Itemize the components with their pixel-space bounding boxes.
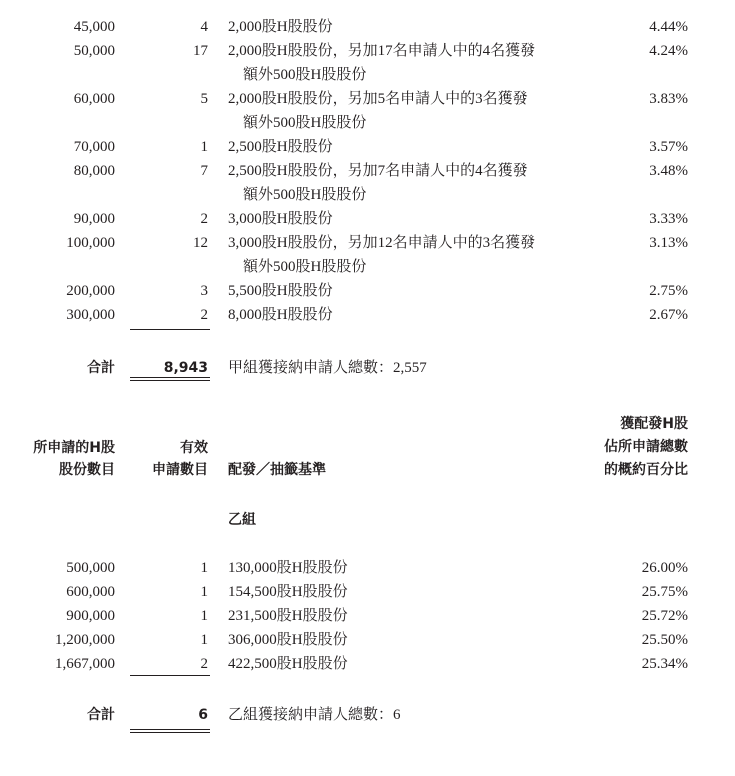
row-approx-percentage: 26.00%	[641, 560, 688, 576]
row-approx-percentage: 4.44%	[649, 19, 688, 35]
group-a-total-count: 8,943	[163, 360, 208, 376]
row-valid-applications: 2	[200, 656, 208, 672]
row-valid-applications: 1	[200, 584, 208, 600]
row-allotment-basis: 306,000股H股股份	[228, 632, 348, 648]
row-allotment-basis: 2,500股H股股份，另加7名申請人中的4名獲發	[228, 163, 528, 179]
group-b-total-label: 合計	[87, 707, 115, 723]
row-valid-applications: 1	[200, 139, 208, 155]
row-valid-applications: 12	[193, 235, 208, 251]
row-allotment-basis-cont: 額外500股H股股份	[243, 67, 367, 83]
row-valid-applications: 4	[200, 19, 208, 35]
group-b-total-double-rule-bottom	[130, 732, 210, 733]
header-pct-line2: 佔所申請總數	[604, 439, 688, 455]
row-approx-percentage: 3.83%	[649, 91, 688, 107]
row-valid-applications: 1	[200, 560, 208, 576]
row-allotment-basis: 3,000股H股股份，另加12名申請人中的3名獲發	[228, 235, 536, 251]
header-valid-apps-line1: 有效	[180, 440, 208, 456]
row-allotment-basis: 8,000股H股股份	[228, 307, 333, 323]
header-shares-applied-line1: 所申請的H股	[33, 440, 115, 456]
group-a-total-double-rule-top	[130, 377, 210, 378]
group-b-subtotal-rule	[130, 675, 210, 676]
row-approx-percentage: 3.13%	[649, 235, 688, 251]
group-b-total-note: 乙組獲接納申請人總數：6	[228, 707, 401, 723]
row-allotment-basis: 2,000股H股股份，另加17名申請人中的4名獲發	[228, 43, 536, 59]
row-valid-applications: 2	[200, 307, 208, 323]
group-a-subtotal-rule	[130, 329, 210, 330]
row-approx-percentage: 25.72%	[641, 608, 688, 624]
row-valid-applications: 1	[200, 608, 208, 624]
row-shares-applied: 80,000	[73, 163, 115, 179]
header-basis: 配發／抽籤基準	[228, 462, 326, 478]
row-allotment-basis: 2,500股H股股份	[228, 139, 333, 155]
row-shares-applied: 300,000	[66, 307, 115, 323]
header-pct-line3: 的概約百分比	[604, 462, 688, 478]
row-approx-percentage: 4.24%	[649, 43, 688, 59]
row-allotment-basis: 2,000股H股股份	[228, 19, 333, 35]
row-allotment-basis-cont: 額外500股H股股份	[243, 259, 367, 275]
row-valid-applications: 7	[200, 163, 208, 179]
row-allotment-basis: 130,000股H股股份	[228, 560, 348, 576]
row-shares-applied: 1,667,000	[55, 656, 115, 672]
group-b-total-count: 6	[198, 707, 208, 723]
row-shares-applied: 45,000	[73, 19, 115, 35]
row-allotment-basis: 2,000股H股股份，另加5名申請人中的3名獲發	[228, 91, 528, 107]
row-allotment-basis: 422,500股H股股份	[228, 656, 348, 672]
row-approx-percentage: 3.33%	[649, 211, 688, 227]
row-allotment-basis-cont: 額外500股H股股份	[243, 115, 367, 131]
row-allotment-basis: 231,500股H股股份	[228, 608, 348, 624]
row-valid-applications: 1	[200, 632, 208, 648]
row-approx-percentage: 25.50%	[641, 632, 688, 648]
row-shares-applied: 100,000	[66, 235, 115, 251]
row-approx-percentage: 25.34%	[641, 656, 688, 672]
row-shares-applied: 1,200,000	[55, 632, 115, 648]
row-shares-applied: 50,000	[73, 43, 115, 59]
header-valid-apps-line2: 申請數目	[152, 462, 208, 478]
row-shares-applied: 600,000	[66, 584, 115, 600]
row-shares-applied: 900,000	[66, 608, 115, 624]
row-valid-applications: 5	[200, 91, 208, 107]
header-shares-applied-line2: 股份數目	[59, 462, 115, 478]
row-allotment-basis: 154,500股H股股份	[228, 584, 348, 600]
group-a-total-note: 甲組獲接納申請人總數：2,557	[228, 360, 427, 376]
row-shares-applied: 200,000	[66, 283, 115, 299]
row-shares-applied: 500,000	[66, 560, 115, 576]
row-approx-percentage: 2.67%	[649, 307, 688, 323]
group-b-title: 乙組	[228, 512, 256, 528]
row-allotment-basis-cont: 額外500股H股股份	[243, 187, 367, 203]
row-valid-applications: 17	[193, 43, 208, 59]
row-shares-applied: 60,000	[73, 91, 115, 107]
row-approx-percentage: 2.75%	[649, 283, 688, 299]
row-valid-applications: 2	[200, 211, 208, 227]
row-allotment-basis: 5,500股H股股份	[228, 283, 333, 299]
row-approx-percentage: 3.48%	[649, 163, 688, 179]
row-shares-applied: 90,000	[73, 211, 115, 227]
row-allotment-basis: 3,000股H股股份	[228, 211, 333, 227]
group-a-total-label: 合計	[87, 360, 115, 376]
group-b-total-double-rule-top	[130, 729, 210, 730]
row-shares-applied: 70,000	[73, 139, 115, 155]
group-a-total-double-rule-bottom	[130, 380, 210, 381]
row-valid-applications: 3	[200, 283, 208, 299]
row-approx-percentage: 25.75%	[641, 584, 688, 600]
row-approx-percentage: 3.57%	[649, 139, 688, 155]
header-pct-line1: 獲配發H股	[620, 416, 688, 432]
